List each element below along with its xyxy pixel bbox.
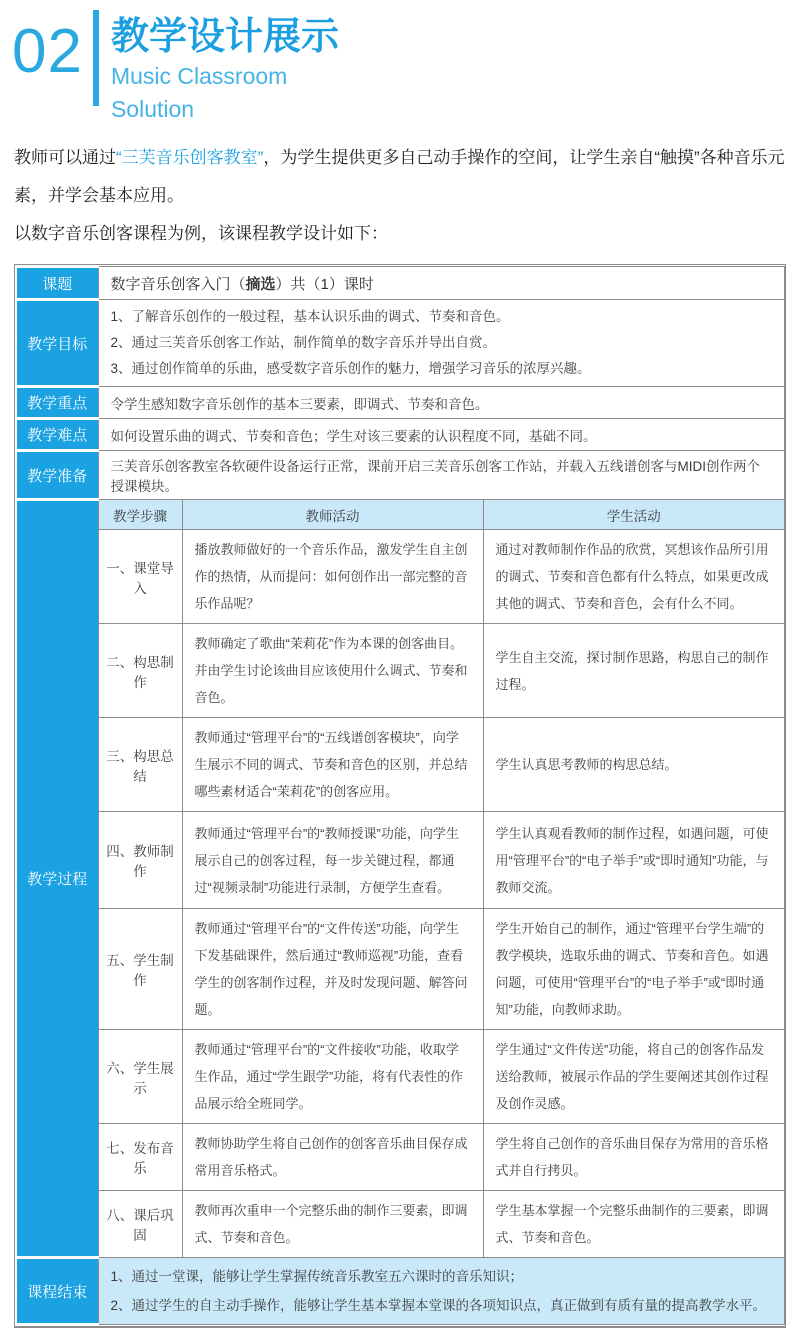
step-name: 八、课后巩固 (98, 1191, 182, 1258)
step-name: 六、学生展示 (98, 1030, 182, 1124)
col-header-student: 学生活动 (483, 500, 785, 530)
conclusion-item: 2、通过学生的自主动手操作，能够让学生基本掌握本堂课的各项知识点，真正做到有质有量的提高教学水平。 (110, 1298, 767, 1314)
process-header-row (16, 500, 785, 530)
objective-item: 3、通过创作简单的乐曲，感受数字音乐创作的魅力，增强学习音乐的浓厚兴趣。 (110, 361, 591, 377)
intro-paragraph-2: 以数字音乐创客课程为例，该课程教学设计如下： (14, 224, 388, 244)
step-name: 五、学生制作 (98, 909, 182, 1030)
row-label-key-point: 教学重点 (16, 387, 98, 419)
step-name: 二、构思制作 (98, 624, 182, 718)
teacher-activity: 教师通过“管理平台”的“文件传送”功能，向学生下发基础课件，然后通过“教师巡视”功能，查看学生的创客制作过程，并及时发现问题、解答问题。 (182, 909, 483, 1030)
intro-paragraphs (14, 139, 786, 253)
conclusion-row (16, 1258, 785, 1325)
student-activity: 通过对教师制作作品的欣赏，冥想该作品所引用的调式、节奏和音色都有什么特点，如果更改成其他的调式、节奏和音色，会有什么不同。 (483, 530, 785, 624)
teacher-activity: 教师协助学生将自己创作的创客音乐曲目保存成常用音乐格式。 (182, 1124, 483, 1191)
topic-value-pre: 数字音乐创客入门（ (110, 275, 246, 293)
student-activity: 学生通过“文件传送”功能，将自己的创客作品发送给教师，被展示作品的学生要阐述其创作过程及创作灵感。 (483, 1030, 785, 1124)
step-name: 一、课堂导入 (98, 530, 182, 624)
intro-p1-pre: 教师可以通过 (14, 148, 116, 168)
student-activity: 学生基本掌握一个完整乐曲制作的三要素，即调式、节奏和音色。 (483, 1191, 785, 1258)
preparation-value: 三芙音乐创客教室各软硬件设备运行正常，课前开启三芙音乐创客工作站，并载入五线谱创客与MIDI创作两个授课模块。 (98, 451, 785, 500)
table-row (16, 300, 785, 387)
teacher-activity: 播放教师做好的一个音乐作品，激发学生自主创作的热情，从而提问：如何创作出一部完整的音乐作品呢？ (182, 530, 483, 624)
process-step-row (16, 812, 785, 909)
process-step-row (16, 624, 785, 718)
intro-p1-post: ，为学生提供更多自己动手操作的空间，让学生亲自“触摸”各种音乐元素，并学会基本应用。 (14, 148, 785, 206)
process-step-row (16, 1124, 785, 1191)
teacher-activity: 教师通过“管理平台”的“教师授课”功能，向学生展示自己的创客过程，每一步关键过程，都通过“视频录制”功能进行录制，方便学生查看。 (182, 812, 483, 909)
student-activity: 学生认真观看教师的制作过程，如遇问题，可使用“管理平台”的“电子举手”或“即时通知”功能，与教师交流。 (483, 812, 785, 909)
objective-item: 2、通过三芙音乐创客工作站，制作简单的数字音乐并导出自赏。 (110, 335, 497, 351)
row-label-conclusion: 课程结束 (16, 1258, 98, 1325)
row-label-difficulty: 教学难点 (16, 419, 98, 451)
table-row (16, 267, 785, 300)
conclusion-item: 1、通过一堂课，能够让学生掌握传统音乐教室五六课时的音乐知识； (110, 1269, 524, 1285)
student-activity: 学生认真思考教师的构思总结。 (483, 718, 785, 812)
topic-value-post: ）共（1）课时 (275, 275, 374, 293)
teacher-activity: 教师通过“管理平台”的“文件接收”功能，收取学生作品，通过“学生跟学”功能，将有代表性的作品展示给全班同学。 (182, 1030, 483, 1124)
process-step-row (16, 1030, 785, 1124)
vertical-divider (93, 10, 99, 106)
lesson-plan-table (14, 264, 786, 1328)
student-activity: 学生将自己创作的音乐曲目保存为常用的音乐格式并自行拷贝。 (483, 1124, 785, 1191)
row-label-objectives: 教学目标 (16, 300, 98, 387)
intro-p1-highlight: “三芙音乐创客教室” (116, 148, 264, 168)
table-row (16, 387, 785, 419)
key-point-value: 令学生感知数字音乐创作的基本三要素，即调式、节奏和音色。 (98, 387, 785, 419)
row-label-topic: 课题 (16, 267, 98, 300)
process-step-row (16, 909, 785, 1030)
teacher-activity: 教师再次重申一个完整乐曲的制作三要素，即调式、节奏和音色。 (182, 1191, 483, 1258)
col-header-teacher: 教师活动 (182, 500, 483, 530)
topic-value-bold: 摘选 (245, 275, 276, 293)
difficulty-value: 如何设置乐曲的调式、节奏和音色；学生对该三要素的认识程度不同，基础不同。 (98, 419, 785, 451)
process-step-row (16, 1191, 785, 1258)
conclusion-value (98, 1258, 785, 1325)
table-row (16, 451, 785, 500)
row-label-process: 教学过程 (16, 500, 98, 1258)
process-step-row (16, 718, 785, 812)
page-title: 教学设计展示 (110, 16, 339, 58)
step-name: 三、构思总结 (98, 718, 182, 812)
col-header-step: 教学步骤 (98, 500, 182, 530)
student-activity: 学生自主交流，探讨制作思路，构思自己的制作过程。 (483, 624, 785, 718)
step-name: 七、发布音乐 (98, 1124, 182, 1191)
table-row (16, 419, 785, 451)
page-subtitle-line2: Solution (110, 95, 195, 122)
step-name: 四、教师制作 (98, 812, 182, 909)
page-header (0, 0, 800, 123)
teacher-activity: 教师确定了歌曲“茉莉花”作为本课的创客曲目。并由学生讨论该曲目应该使用什么调式、节奏和音色。 (182, 624, 483, 718)
row-label-preparation: 教学准备 (16, 451, 98, 500)
page-subtitle-line1: Music Classroom (110, 62, 288, 89)
intro-paragraph-1 (14, 139, 786, 215)
title-block (111, 6, 339, 123)
section-number: 02 (12, 17, 83, 86)
objective-item: 1、了解音乐创作的一般过程，基本认识乐曲的调式、节奏和音色。 (110, 309, 510, 325)
objectives-value (98, 300, 785, 387)
process-step-row (16, 530, 785, 624)
student-activity: 学生开始自己的制作，通过“管理平台学生端”的教学模块，选取乐曲的调式、节奏和音色。如遇问题，可使用“管理平台”的“电子举手”或“即时通知”功能，向教师求助。 (483, 909, 785, 1030)
topic-value (98, 267, 785, 300)
teacher-activity: 教师通过“管理平台”的“五线谱创客模块”，向学生展示不同的调式、节奏和音色的区别，并总结哪些素材适合“茉莉花”的创客应用。 (182, 718, 483, 812)
